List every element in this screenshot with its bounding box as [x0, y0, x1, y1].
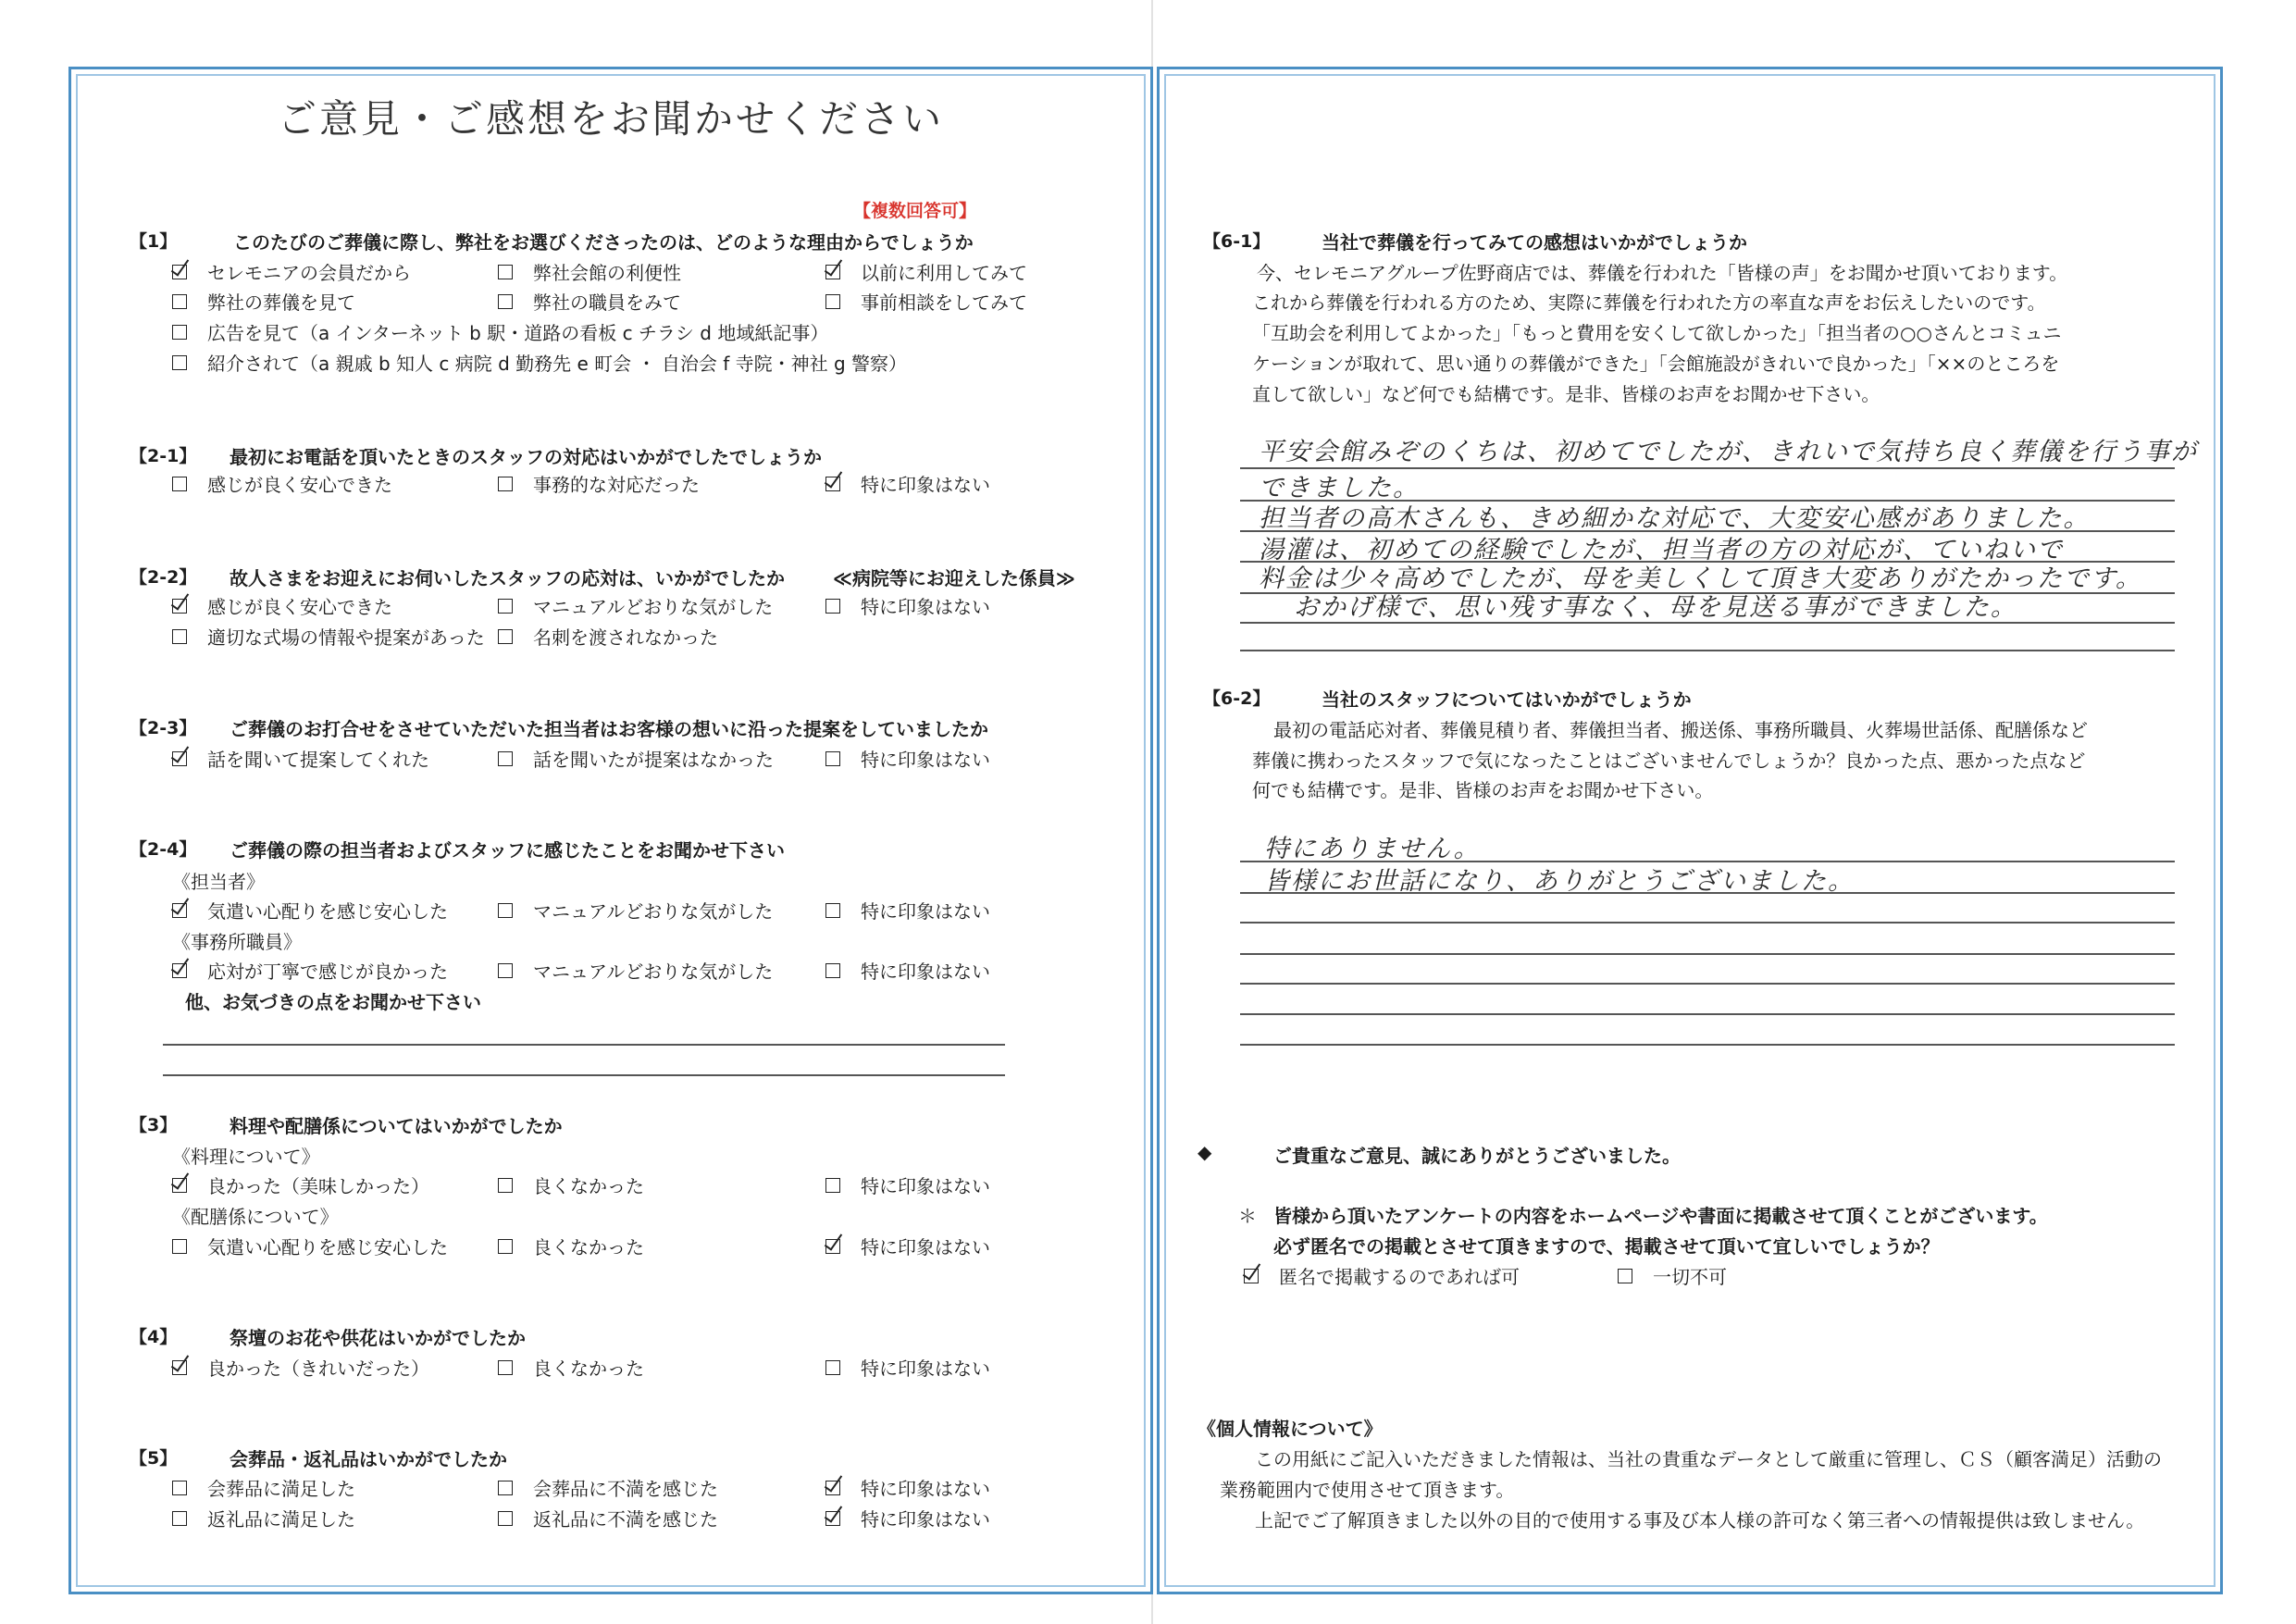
q3-option[interactable]: 気遣い心配りを感じ安心した	[172, 1233, 448, 1259]
q2-4-number: 【2-4】	[130, 839, 197, 860]
q1-option[interactable]: 事前相談をしてみて	[825, 288, 1027, 315]
answer-line	[1240, 1013, 2175, 1015]
checkbox[interactable]	[498, 477, 513, 491]
q4-number: 【4】	[130, 1327, 178, 1347]
q2-2-option[interactable]: マニュアルどおりな気がした	[498, 592, 773, 619]
q2-2-option[interactable]: 適切な式場の情報や提案があった	[172, 623, 485, 650]
q2-4-option[interactable]: 気遣い心配りを感じ安心した	[172, 897, 448, 924]
q1-option[interactable]: 弊社の職員をみて	[498, 288, 681, 315]
q6-2-desc-line: 葬儀に携わったスタッフで気になったことはございませんでしょうか？良かった点、悪かった点など	[1252, 750, 2086, 772]
checkbox[interactable]	[172, 325, 187, 340]
checkbox[interactable]	[825, 294, 840, 309]
checkbox-checked[interactable]	[825, 477, 840, 491]
q4-option[interactable]: 特に印象はない	[825, 1354, 990, 1381]
q6-2-desc-line: 何でも結構です。是非、皆様のお声をお聞かせ下さい。	[1252, 779, 1714, 801]
q1-question: このたびのご葬儀に際し、弊社をお選びくださったのは、どのような理由からでしょうか	[233, 231, 974, 254]
q2-4-option[interactable]: マニュアルどおりな気がした	[498, 897, 773, 924]
checkbox[interactable]	[172, 1239, 187, 1254]
q2-3-question: ご葬儀のお打合せをさせていただいた担当者はお客様の想いに沿った提案をしていましたか	[230, 718, 988, 740]
q2-4-option[interactable]: 特に印象はない	[825, 957, 990, 984]
checkbox[interactable]	[498, 629, 513, 644]
q2-4-answer-line[interactable]	[163, 1044, 1005, 1046]
q6-2-question: 当社のスタッフについてはいかがでしょうか	[1322, 688, 1692, 711]
q5-option[interactable]: 会葬品に満足した	[172, 1474, 355, 1501]
checkbox[interactable]	[172, 355, 187, 370]
q2-1-option[interactable]: 特に印象はない	[825, 470, 990, 497]
checkbox[interactable]	[825, 963, 840, 978]
q5-question: 会葬品・返礼品はいかがでしたか	[230, 1448, 507, 1470]
privacy-title: 《個人情報について》	[1198, 1418, 1383, 1440]
q2-2-option[interactable]: 感じが良く安心できた	[172, 592, 392, 619]
q5-option[interactable]: 返礼品に不満を感じた	[498, 1505, 718, 1531]
checkbox[interactable]	[498, 903, 513, 918]
q6-1-desc-line: ケーションが取れて、思い通りの葬儀ができた」「会館施設がきれいで良かった」「××のところを	[1252, 353, 2060, 375]
q6-1-desc-line: これから葬儀を行われる方のため、実際に葬儀を行われた方の率直な声をお伝えしたいのです。	[1252, 291, 2046, 314]
checkbox-checked[interactable]	[1244, 1269, 1259, 1283]
q2-2-number: 【2-2】	[130, 567, 197, 588]
q2-4-sub-staff: 《担当者》	[172, 871, 265, 893]
checkbox-checked[interactable]	[172, 1360, 187, 1375]
q1-option[interactable]: セレモニアの会員だから	[172, 258, 411, 285]
q2-2-option[interactable]: 特に印象はない	[825, 592, 990, 619]
publish-option-refuse[interactable]: 一切不可	[1618, 1262, 1727, 1289]
q2-3-number: 【2-3】	[130, 718, 197, 738]
q1-option[interactable]: 弊社の葬儀を見て	[172, 288, 355, 315]
checkbox[interactable]	[498, 1360, 513, 1375]
q2-4-answer-line[interactable]	[163, 1074, 1005, 1076]
checkbox-checked[interactable]	[172, 903, 187, 918]
q6-1-desc-line: 今、セレモニアグループ佐野商店では、葬儀を行われた「皆様の声」をお聞かせ頂いております。	[1257, 262, 2068, 284]
q1-option[interactable]: 以前に利用してみて	[825, 258, 1027, 285]
q6-2-handwritten-answer[interactable]: 皆様にお世話になり、ありがとうございました。	[1264, 867, 1855, 896]
checkbox[interactable]	[498, 1178, 513, 1193]
q2-1-option[interactable]: 事務的な対応だった	[498, 470, 700, 497]
q2-2-note: ≪病院等にお迎えした係員≫	[833, 567, 1075, 589]
q6-2-desc-line: 最初の電話応対者、葬儀見積り者、葬儀担当者、搬送係、事務所職員、火葬場世話係、配膳係など	[1273, 719, 2088, 741]
checkbox[interactable]	[172, 1481, 187, 1495]
q2-4-option[interactable]: 応対が丁寧で感じが良かった	[172, 957, 448, 984]
asterisk-icon: ＊	[1238, 1205, 1257, 1227]
q3-number: 【3】	[130, 1115, 178, 1135]
q2-1-option[interactable]: 感じが良く安心できた	[172, 470, 392, 497]
publish-notice: 皆様から頂いたアンケートの内容をホームページや書面に掲載させて頂くことがございます。	[1273, 1205, 2048, 1227]
q1-option[interactable]: 弊社会館の利便性	[498, 258, 681, 285]
answer-line	[1240, 922, 2175, 924]
checkbox[interactable]	[498, 599, 513, 614]
answer-line	[1240, 1044, 2175, 1046]
checkbox[interactable]	[498, 751, 513, 766]
checkbox-checked[interactable]	[172, 1178, 187, 1193]
q6-1-handwritten-answer[interactable]: 平安会館みぞのくちは、初めてでしたが、きれいで気持ち良く葬儀を行う事が	[1259, 438, 2198, 466]
q6-1-desc-line: 直して欲しい」など何でも結構です。是非、皆様のお声をお聞かせ下さい。	[1252, 383, 1880, 405]
checkbox[interactable]	[1618, 1269, 1632, 1283]
publish-question: 必ず匿名での掲載とさせて頂きますので、掲載させて頂いて宜しいでしょうか？	[1273, 1235, 1940, 1258]
checkbox-checked[interactable]	[825, 1239, 840, 1254]
checkbox[interactable]	[825, 1360, 840, 1375]
checkbox[interactable]	[172, 294, 187, 309]
answer-line	[1240, 953, 2175, 955]
q2-4-other-prompt: 他、お気づきの点をお聞かせ下さい	[185, 991, 481, 1013]
privacy-line: 業務範囲内で使用させて頂きます。	[1220, 1479, 1515, 1501]
privacy-line: 上記でご了解頂きました以外の目的で使用する事及び本人様の許可なく第三者への情報提供は致しません。	[1255, 1509, 2145, 1531]
q2-3-option[interactable]: 話を聞いて提案してくれた	[172, 745, 429, 772]
page-title: ご意見・ご感想をお聞かせください	[278, 96, 945, 142]
checkbox[interactable]	[498, 1481, 513, 1495]
answer-line	[1240, 983, 2175, 985]
checkbox[interactable]	[825, 1178, 840, 1193]
checkbox-checked[interactable]	[825, 265, 840, 279]
q6-1-number: 【6-1】	[1203, 231, 1271, 252]
q3-sub-food: 《料理について》	[172, 1146, 320, 1168]
q5-option[interactable]: 会葬品に不満を感じた	[498, 1474, 718, 1501]
checkbox[interactable]	[498, 1239, 513, 1254]
q2-2-question: 故人さまをお迎えにお伺いしたスタッフの応対は、いかがでしたか	[230, 567, 785, 589]
q6-2-handwritten-answer[interactable]: 特にありません。	[1264, 835, 1481, 863]
q2-4-option[interactable]: マニュアルどおりな気がした	[498, 957, 773, 984]
multi-answer-note: 【複数回答可】	[853, 201, 977, 221]
q6-1-desc-line: 「互助会を利用してよかった」「もっと費用を安くして欲しかった」「担当者の○○さんとコミュニ	[1252, 322, 2062, 344]
thanks-message: ご貴重なご意見、誠にありがとうございました。	[1273, 1145, 1681, 1167]
q2-4-sub-office: 《事務所職員》	[172, 931, 302, 953]
answer-line	[1240, 650, 2175, 651]
q6-1-handwritten-answer[interactable]: おかげ様で、思い残す事なく、母を見送る事ができました。	[1294, 593, 2017, 622]
q5-number: 【5】	[130, 1448, 178, 1469]
checkbox-checked[interactable]	[825, 1481, 840, 1495]
checkbox[interactable]	[172, 629, 187, 644]
checkbox-checked[interactable]	[825, 1511, 840, 1526]
checkbox-checked[interactable]	[172, 265, 187, 279]
q3-option[interactable]: 良かった（美味しかった）	[172, 1172, 429, 1198]
q5-option[interactable]: 特に印象はない	[825, 1505, 990, 1531]
checkbox[interactable]	[498, 294, 513, 309]
checkbox[interactable]	[825, 599, 840, 614]
q4-question: 祭壇のお花や供花はいかがでしたか	[230, 1327, 526, 1349]
q2-4-question: ご葬儀の際の担当者およびスタッフに感じたことをお聞かせ下さい	[230, 839, 785, 862]
q1-option[interactable]: 紹介されて（a 親戚 b 知人 c 病院 d 勤務先 e 町会 ・ 自治会 f 寺院・神社 g 警察）	[172, 349, 907, 376]
q1-number: 【1】	[130, 231, 178, 252]
q3-option[interactable]: 良くなかった	[498, 1172, 644, 1198]
q3-option[interactable]: 良くなかった	[498, 1233, 644, 1259]
q3-sub-serving: 《配膳係について》	[172, 1206, 339, 1228]
q4-option[interactable]: 良くなかった	[498, 1354, 644, 1381]
checkbox[interactable]	[825, 903, 840, 918]
q2-2-option[interactable]: 名刺を渡されなかった	[498, 623, 718, 650]
q3-question: 料理や配膳係についてはいかがでしたか	[230, 1115, 563, 1137]
q5-option[interactable]: 特に印象はない	[825, 1474, 990, 1501]
q1-option[interactable]: 広告を見て（a インターネット b 駅・道路の看板 c チラシ d 地域紙記事）	[172, 318, 828, 345]
q2-3-option[interactable]: 話を聞いたが提案はなかった	[498, 745, 774, 772]
q3-option[interactable]: 特に印象はない	[825, 1172, 990, 1198]
q2-4-option[interactable]: 特に印象はない	[825, 897, 990, 924]
q6-1-handwritten-answer[interactable]: 料金は少々高めでしたが、母を美しくして頂き大変ありがたかったです。	[1259, 564, 2142, 593]
checkbox[interactable]	[825, 751, 840, 766]
privacy-line: この用紙にご記入いただきました情報は、当社の貴重なデータとして厳重に管理し、ＣＳ（顧客満足）活動の	[1255, 1448, 2162, 1470]
checkbox-checked[interactable]	[172, 751, 187, 766]
diamond-icon: ◆	[1198, 1141, 1212, 1163]
q4-option[interactable]: 良かった（きれいだった）	[172, 1354, 429, 1381]
checkbox-checked[interactable]	[172, 599, 187, 614]
q3-option[interactable]: 特に印象はない	[825, 1233, 990, 1259]
q6-1-handwritten-answer[interactable]: 湯灌は、初めての経験でしたが、担当者の方の対応が、ていねいで	[1259, 536, 2064, 564]
checkbox[interactable]	[498, 963, 513, 978]
q6-1-question: 当社で葬儀を行ってみての感想はいかがでしょうか	[1322, 231, 1747, 254]
publish-option-anonymous[interactable]: 匿名で掲載するのであれば可	[1244, 1262, 1520, 1289]
checkbox-checked[interactable]	[172, 963, 187, 978]
q2-1-question: 最初にお電話を頂いたときのスタッフの対応はいかがでしたでしょうか	[230, 446, 822, 468]
checkbox[interactable]	[172, 477, 187, 491]
q6-2-number: 【6-2】	[1203, 688, 1271, 709]
checkbox[interactable]	[498, 1511, 513, 1526]
q5-option[interactable]: 返礼品に満足した	[172, 1505, 355, 1531]
q6-1-handwritten-answer[interactable]: できました。	[1259, 474, 1420, 502]
q6-1-handwritten-answer[interactable]: 担当者の高木さんも、きめ細かな対応で、大変安心感がありました。	[1259, 504, 2091, 533]
checkbox[interactable]	[172, 1511, 187, 1526]
checkbox[interactable]	[498, 265, 513, 279]
q2-3-option[interactable]: 特に印象はない	[825, 745, 990, 772]
q2-1-number: 【2-1】	[130, 446, 197, 466]
